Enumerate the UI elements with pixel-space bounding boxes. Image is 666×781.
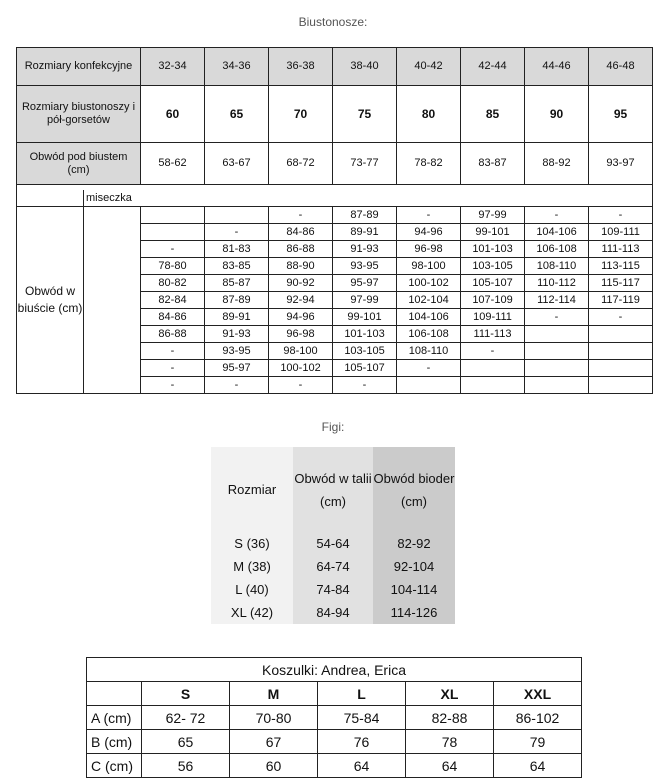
bust-value-cell: 99-101 [461,224,525,241]
tshirt-measure-cell: 70-80 [230,706,318,730]
tshirt-size-header: M [230,682,318,706]
underbust-cell: 78-82 [397,143,461,185]
tshirt-measure-cell: 65 [142,730,230,754]
bust-value-cell: 115-117 [589,275,653,292]
tshirt-measure-cell: 56 [142,754,230,778]
tshirt-measure-label: B (cm) [87,730,142,754]
panties-waist-cell: 74-84 [293,578,373,601]
cup-row [17,207,653,224]
bust-value-cell [141,224,205,241]
tshirt-size-header: XL [406,682,494,706]
bust-value-cell [589,343,653,360]
panties-header-row [211,447,455,532]
bust-value-cell: 100-102 [269,360,333,377]
bust-value-cell [589,326,653,343]
panties-size-table [211,447,455,624]
underbust-cell: 83-87 [461,143,525,185]
bust-value-cell: 99-101 [333,309,397,326]
bust-value-cell: 107-109 [461,292,525,309]
bust-value-cell: 86-88 [269,241,333,258]
tshirt-measure-cell: 62- 72 [142,706,230,730]
bust-value-cell: 106-108 [397,326,461,343]
bust-value-cell: - [205,224,269,241]
bust-value-cell: 84-86 [269,224,333,241]
bra-size-cell: 65 [205,86,269,143]
panties-section-title: Figi: [321,420,345,434]
bust-value-cell: 103-105 [461,258,525,275]
underbust-row [17,143,653,185]
tshirt-measure-cell: 75-84 [318,706,406,730]
bust-value-cell: 105-107 [461,275,525,292]
bust-value-cell: 94-96 [269,309,333,326]
bust-value-cell: 97-99 [333,292,397,309]
bra-size-cell: 85 [461,86,525,143]
bust-value-cell: 91-93 [333,241,397,258]
tshirt-measure-cell: 64 [494,754,582,778]
tshirt-measure-row [87,706,582,730]
bust-value-cell: 100-102 [397,275,461,292]
tshirt-table-title: Koszulki: Andrea, Erica [87,658,582,682]
tshirt-measure-cell: 82-88 [406,706,494,730]
panties-header-waist: Obwód w talii (cm) [293,447,373,532]
tshirt-measure-cell: 76 [318,730,406,754]
clothing-size-cell: 36-38 [269,48,333,86]
panties-waist-cell: 64-74 [293,555,373,578]
bust-value-cell [589,360,653,377]
bust-value-cell: - [141,377,205,394]
cup-header-label: miseczka [83,190,132,206]
bust-value-cell: 101-103 [461,241,525,258]
bust-value-cell: 108-110 [525,258,589,275]
panties-size-cell: XL (42) [211,601,293,624]
tshirt-measure-cell: 79 [494,730,582,754]
clothing-size-cell: 38-40 [333,48,397,86]
tshirt-measure-cell: 60 [230,754,318,778]
bust-value-cell: 93-95 [205,343,269,360]
bust-value-cell: - [333,377,397,394]
bust-value-cell: 82-84 [141,292,205,309]
clothing-size-row [17,48,653,86]
tshirt-measure-cell: 86-102 [494,706,582,730]
panties-hips-cell: 104-114 [373,578,455,601]
bust-value-cell: 110-112 [525,275,589,292]
bust-value-cell: 96-98 [269,326,333,343]
bra-size-cell: 70 [269,86,333,143]
bust-value-cell [525,326,589,343]
bust-value-cell: 112-114 [525,292,589,309]
tshirt-measure-cell: 78 [406,730,494,754]
bust-value-cell: - [589,207,653,224]
underbust-label: Obwód pod biustem (cm) [17,143,141,185]
bust-value-cell: 85-87 [205,275,269,292]
bust-value-cell: - [397,360,461,377]
bust-value-cell: - [141,343,205,360]
bras-section-title: Biustonosze: [298,15,368,29]
panties-row [211,601,455,624]
bust-value-cell: 113-115 [589,258,653,275]
panties-hips-cell: 92-104 [373,555,455,578]
tshirt-size-header: XXL [494,682,582,706]
bra-size-table [16,47,653,394]
bust-value-cell: 97-99 [461,207,525,224]
bust-value-cell: 89-91 [333,224,397,241]
bra-size-cell: 75 [333,86,397,143]
bust-value-cell [461,360,525,377]
bust-value-cell: - [141,360,205,377]
panties-hips-cell: 114-126 [373,601,455,624]
panties-size-cell: L (40) [211,578,293,601]
tshirt-measure-label: C (cm) [87,754,142,778]
tshirt-measure-label: A (cm) [87,706,142,730]
tshirt-size-header: S [142,682,230,706]
panties-row [211,555,455,578]
bust-value-cell: - [141,241,205,258]
bust-value-cell: - [525,309,589,326]
bra-size-cell: 60 [141,86,205,143]
bust-value-cell: - [205,377,269,394]
bust-value-cell: 93-95 [333,258,397,275]
bust-value-cell: 109-111 [461,309,525,326]
bust-value-cell [205,207,269,224]
bust-value-cell [525,377,589,394]
underbust-cell: 68-72 [269,143,333,185]
bust-value-cell: 90-92 [269,275,333,292]
bust-value-cell: 87-89 [333,207,397,224]
panties-header-size: Rozmiar [211,447,293,532]
bust-value-cell [397,377,461,394]
tshirt-measure-cell: 64 [318,754,406,778]
bust-value-cell: 86-88 [141,326,205,343]
panties-size-cell: S (36) [211,532,293,555]
underbust-cell: 88-92 [525,143,589,185]
bust-circumference-label: Obwód w biuście (cm) [17,284,83,315]
tshirt-measure-cell: 67 [230,730,318,754]
bust-value-cell: 108-110 [397,343,461,360]
clothing-size-cell: 46-48 [589,48,653,86]
bust-value-cell: 109-111 [589,224,653,241]
underbust-cell: 93-97 [589,143,653,185]
bust-circumference-label-cell [17,207,141,394]
bust-value-cell: 104-106 [397,309,461,326]
panties-size-cell: M (38) [211,555,293,578]
clothing-size-label: Rozmiary konfekcyjne [17,48,141,86]
panties-row [211,578,455,601]
underbust-cell: 63-67 [205,143,269,185]
tshirt-measure-row [87,754,582,778]
bra-size-cell: 80 [397,86,461,143]
bust-value-cell: 105-107 [333,360,397,377]
cup-header-row [17,185,653,207]
bra-size-cell: 95 [589,86,653,143]
bust-value-cell: 96-98 [397,241,461,258]
bust-value-cell: 111-113 [589,241,653,258]
bust-value-cell: 98-100 [269,343,333,360]
bust-value-cell: - [397,207,461,224]
bust-value-cell: 117-119 [589,292,653,309]
bust-value-cell: - [461,343,525,360]
bust-value-cell: 98-100 [397,258,461,275]
bust-value-cell: 80-82 [141,275,205,292]
bust-value-cell: 92-94 [269,292,333,309]
tshirt-size-row [87,682,582,706]
cup-header-cell [17,185,653,207]
bust-value-cell: - [269,377,333,394]
bust-value-cell: 102-104 [397,292,461,309]
bust-value-cell [525,360,589,377]
bust-value-cell [589,377,653,394]
bust-value-cell: 87-89 [205,292,269,309]
tshirt-measure-row [87,730,582,754]
panties-waist-cell: 54-64 [293,532,373,555]
bust-value-cell [525,343,589,360]
bust-value-cell: 95-97 [333,275,397,292]
bra-size-row [17,86,653,143]
bust-value-cell: - [589,309,653,326]
panties-header-hips: Obwód bioder (cm) [373,447,455,532]
tshirt-title-row [87,658,582,682]
bust-value-cell: 83-85 [205,258,269,275]
bra-size-label: Rozmiary biustonoszy i pół-gorsetów [17,86,141,143]
clothing-size-cell: 40-42 [397,48,461,86]
bust-value-cell: 94-96 [397,224,461,241]
underbust-cell: 73-77 [333,143,397,185]
clothing-size-cell: 44-46 [525,48,589,86]
bust-value-cell [141,207,205,224]
bust-value-cell: 78-80 [141,258,205,275]
bust-value-cell: 101-103 [333,326,397,343]
panties-waist-cell: 84-94 [293,601,373,624]
bust-value-cell: 95-97 [205,360,269,377]
clothing-size-cell: 34-36 [205,48,269,86]
bust-value-cell: 89-91 [205,309,269,326]
underbust-cell: 58-62 [141,143,205,185]
clothing-size-cell: 42-44 [461,48,525,86]
bust-value-cell: - [269,207,333,224]
bust-value-cell [461,377,525,394]
bra-size-cell: 90 [525,86,589,143]
bust-value-cell: 111-113 [461,326,525,343]
tshirt-size-table [86,657,582,778]
bust-value-cell: 84-86 [141,309,205,326]
tshirt-measure-cell: 64 [406,754,494,778]
tshirt-corner-cell [87,682,142,706]
panties-row [211,532,455,555]
bust-value-cell: 88-90 [269,258,333,275]
clothing-size-cell: 32-34 [141,48,205,86]
bust-value-cell: - [525,207,589,224]
bust-value-cell: 103-105 [333,343,397,360]
panties-hips-cell: 82-92 [373,532,455,555]
bust-value-cell: 91-93 [205,326,269,343]
bust-value-cell: 81-83 [205,241,269,258]
tshirt-size-header: L [318,682,406,706]
bust-value-cell: 104-106 [525,224,589,241]
bust-value-cell: 106-108 [525,241,589,258]
